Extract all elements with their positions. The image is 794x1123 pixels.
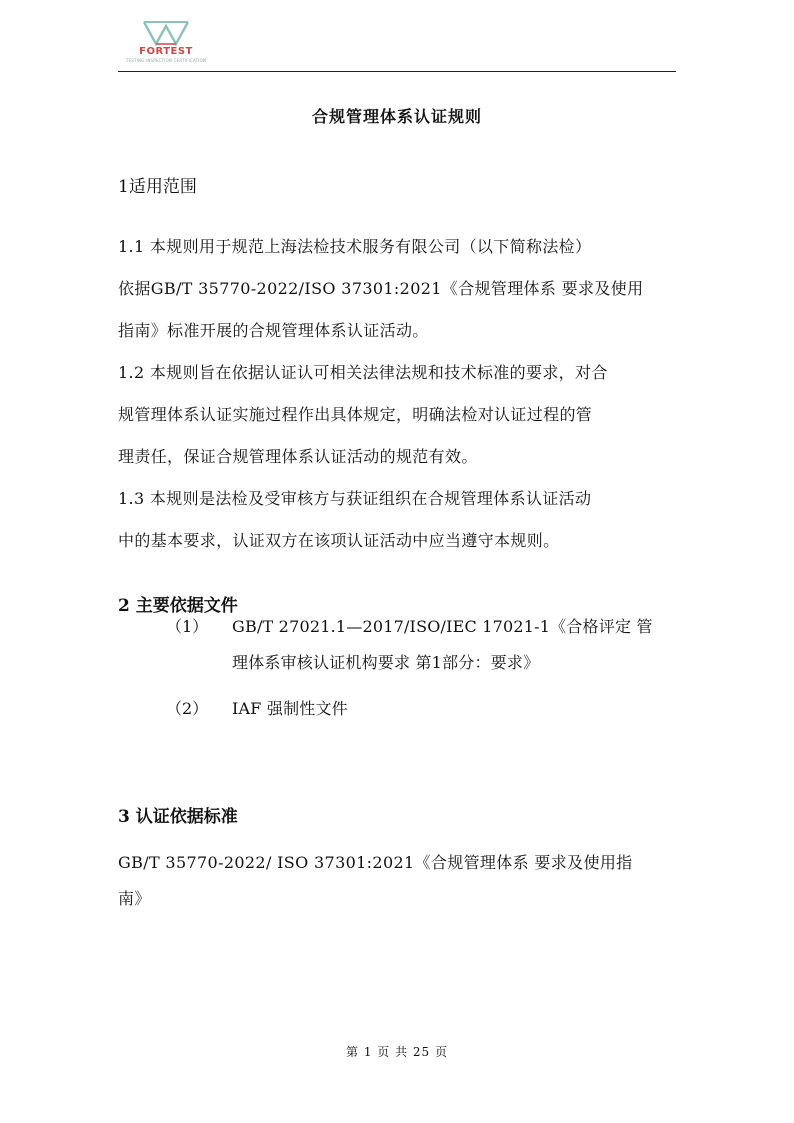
header-divider (118, 71, 676, 72)
paragraph-line: 1.1 本规则用于规范上海法检技术服务有限公司（以下简称法检） (118, 237, 592, 256)
paragraph-line: 1.2 本规则旨在依据认证认可相关法律法规和技术标准的要求，对合 (118, 363, 608, 382)
reference-text: GB/T 27021.1—2017/ISO/IEC 17021-1《合格评定 管 (232, 617, 653, 636)
section-heading-references: 2 主要依据文件 (118, 596, 238, 616)
paragraph-line: 中的基本要求，认证双方在该项认证活动中应当遵守本规则。 (118, 531, 560, 550)
paragraph-line: GB/T 35770-2022/ ISO 37301:2021《合规管理体系 要求及使用指 (118, 853, 633, 872)
page-number: 第 1 页 共 25 页 (346, 1045, 448, 1059)
logo-tagline: TESTING INSPECTION CERTIFICATION (125, 58, 207, 63)
paragraph-line: 南》 (118, 889, 151, 908)
logo-mark-icon (142, 20, 190, 46)
logo-name: FORTEST (139, 46, 193, 57)
paragraph-line: 依据GB/T 35770-2022/ISO 37301:2021《合规管理体系 要求及使用 (118, 279, 644, 298)
section-heading-scope: 1适用范围 (118, 177, 197, 197)
reference-text: IAF 强制性文件 (232, 699, 348, 718)
company-logo (118, 20, 214, 66)
reference-text: 理体系审核认证机构要求 第1部分：要求》 (232, 653, 540, 672)
paragraph-line: 理责任，保证合规管理体系认证活动的规范有效。 (118, 447, 478, 466)
reference-number: （1） (166, 617, 209, 636)
document-title: 合规管理体系认证规则 (311, 107, 482, 126)
section-heading-standard: 3 认证依据标准 (118, 807, 238, 827)
paragraph-line: 指南》标准开展的合规管理体系认证活动。 (118, 321, 429, 340)
paragraph-line: 规管理体系认证实施过程作出具体规定，明确法检对认证过程的管 (118, 405, 593, 424)
paragraph-line: 1.3 本规则是法检及受审核方与获证组织在合规管理体系认证活动 (118, 489, 592, 508)
reference-number: （2） (166, 699, 209, 718)
